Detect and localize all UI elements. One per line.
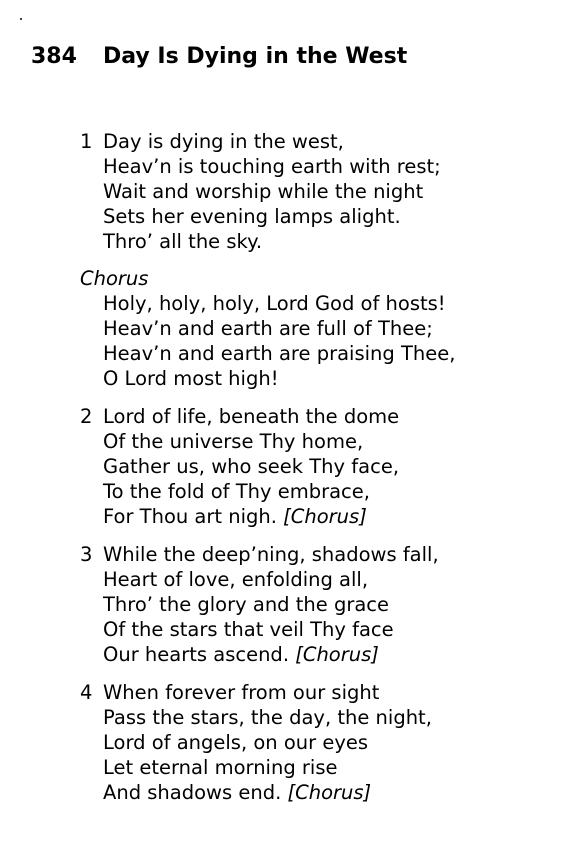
verse-line: When forever from our sight [103, 681, 380, 704]
verse-line-text: For Thou art nigh. [103, 505, 277, 528]
verse-line: Heav’n is touching earth with rest; [103, 155, 441, 178]
verse-line: Of the universe Thy home, [103, 430, 364, 453]
verse-line-text: And shadows end. [103, 781, 282, 804]
scan-speck [20, 18, 22, 20]
verse-line-text: Our hearts ascend. [103, 643, 290, 666]
verse-line-final [80, 504, 399, 529]
chorus-label: Chorus [80, 267, 149, 290]
verse-number: 3 [80, 543, 93, 566]
verse-line: Heart of love, enfolding all, [103, 568, 369, 591]
chorus-line: Heav’n and earth are full of Thee; [103, 317, 433, 340]
verse-number: 1 [80, 130, 93, 153]
verse-line: Pass the stars, the day, the night, [103, 706, 432, 729]
verse-line: Lord of angels, on our eyes [103, 731, 369, 754]
chorus-line: O Lord most high! [103, 367, 279, 390]
verse-line: Of the stars that veil Thy face [103, 618, 394, 641]
chorus-line: Heav’n and earth are praising Thee, [103, 342, 456, 365]
verse-line-final [80, 642, 439, 667]
chorus-line: Holy, holy, holy, Lord God of hosts! [103, 292, 446, 315]
verse-line: Gather us, who seek Thy face, [103, 455, 400, 478]
verse-number: 2 [80, 405, 93, 428]
verse-4 [80, 680, 432, 805]
chorus [80, 266, 455, 391]
verse-line: Let eternal morning rise [103, 756, 338, 779]
chorus-refrain-marker: [Chorus] [283, 505, 367, 528]
verse-line: Lord of life, beneath the dome [103, 405, 400, 428]
verse-line: Sets her evening lamps alight. [103, 205, 401, 228]
chorus-refrain-marker: [Chorus] [287, 781, 372, 804]
verse-2 [80, 404, 399, 529]
verse-line: To the fold of Thy embrace, [103, 480, 370, 503]
verse-line-final [80, 780, 432, 805]
verse-line: While the deep’ning, shadows fall, [103, 543, 439, 566]
verse-line: Day is dying in the west, [103, 130, 344, 153]
hymn-number: 384 [31, 44, 77, 69]
verse-line: Wait and worship while the night [103, 180, 424, 203]
verse-line: Thro’ all the sky. [103, 230, 263, 253]
verse-1 [80, 129, 441, 254]
verse-3 [80, 542, 439, 667]
hymn-heading [31, 44, 407, 69]
verse-number: 4 [80, 681, 93, 704]
verse-line: Thro’ the glory and the grace [103, 593, 390, 616]
hymn-title: Day Is Dying in the West [103, 44, 408, 69]
chorus-refrain-marker: [Chorus] [295, 643, 379, 666]
